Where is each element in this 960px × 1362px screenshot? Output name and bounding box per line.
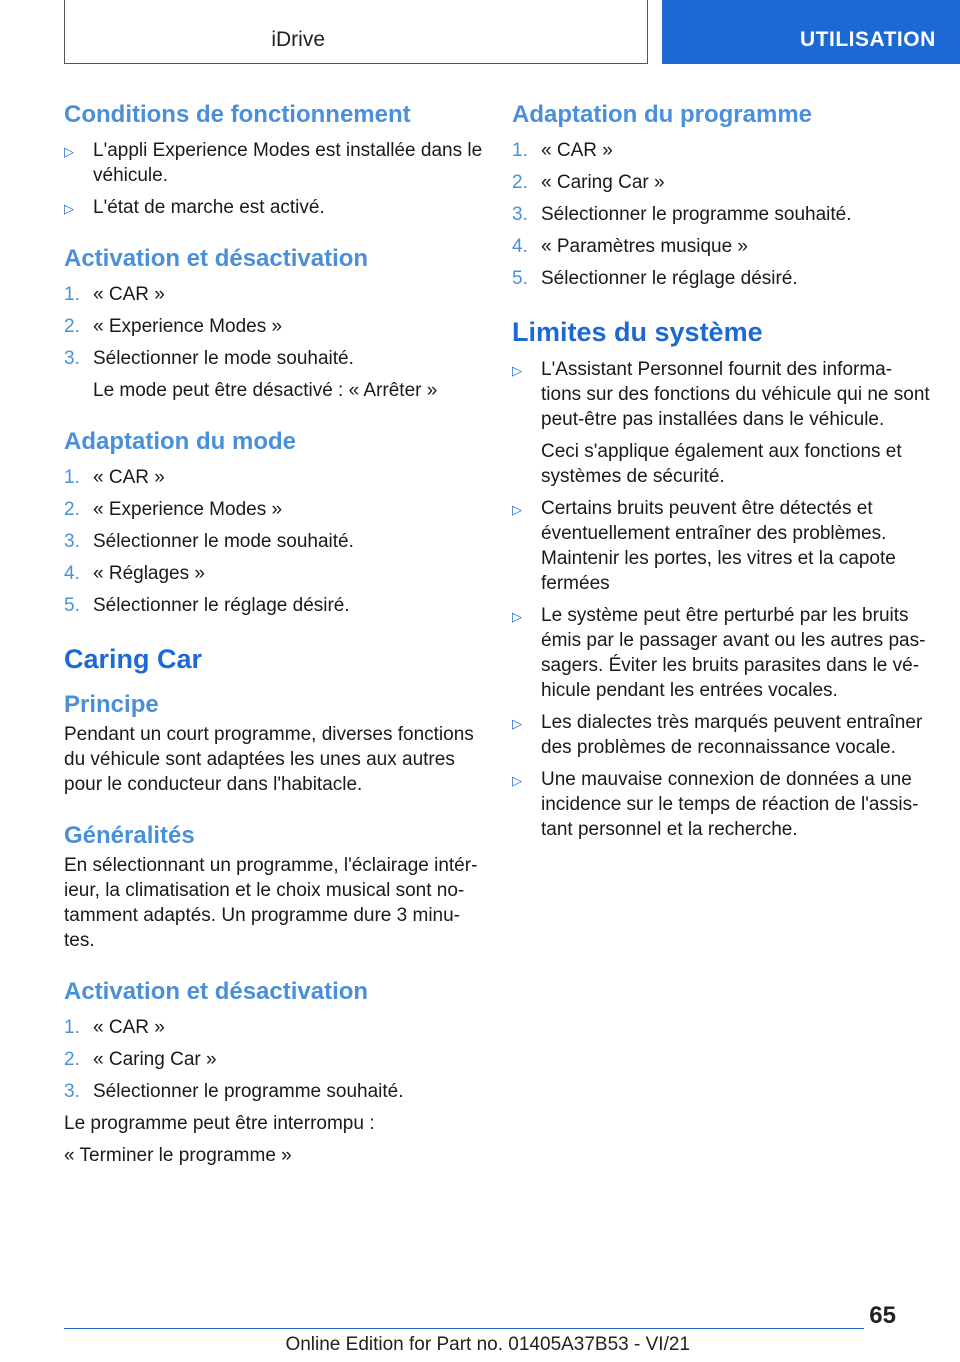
- step-note: Le mode peut être désactivé : « Arrêter »: [93, 380, 438, 401]
- page-number: 65: [869, 1302, 896, 1329]
- step-number: 2.: [512, 172, 528, 193]
- heading-conditions: Conditions de fonctionnement: [64, 101, 411, 128]
- step-number: 5.: [512, 268, 528, 289]
- section-principe: [64, 690, 484, 797]
- list-item: 3. Sélectionner le programme souhaité.: [512, 204, 852, 225]
- heading-principe: Principe: [64, 691, 159, 718]
- list-item: 3. Sélectionner le mode souhaité.: [64, 348, 354, 369]
- list-item: 5. Sélectionner le réglage désiré.: [512, 268, 798, 289]
- step-number: 1.: [64, 1017, 80, 1038]
- heading-activation: Activation et désactivation: [64, 245, 369, 272]
- header-section: iDrive: [271, 28, 325, 51]
- list-item: 5. Sélectionner le réglage désiré.: [64, 595, 350, 616]
- triangle-bullet-icon: ▷: [512, 773, 522, 788]
- list-item: 1. « CAR »: [512, 140, 613, 161]
- list-item: 1. « CAR »: [64, 284, 165, 305]
- list-item: ▷ Certains bruits peuvent être détectés et éventuellement entraîner des problèmes. Maintenir les portes, les vitres et la capote fermées: [512, 498, 896, 594]
- list-item: 3. Sélectionner le programme souhaité.: [64, 1081, 404, 1102]
- list-item: 2. « Caring Car »: [512, 172, 665, 193]
- section-limites: [512, 315, 932, 842]
- step-number: 1.: [512, 140, 528, 161]
- heading-limites: Limites du système: [512, 317, 763, 347]
- section-generalites: [64, 821, 484, 953]
- list-item: ▷ L'Assistant Personnel fournit des informa-tions sur des fonctions du véhicule qui ne sont peut-être pas installées dans le véhicule.: [512, 359, 930, 430]
- step-number: 2.: [64, 499, 80, 520]
- triangle-bullet-icon: ▷: [512, 502, 522, 517]
- triangle-bullet-icon: ▷: [512, 609, 522, 624]
- triangle-bullet-icon: ▷: [512, 716, 522, 731]
- section-activation: [64, 244, 484, 403]
- heading-caring-car: Caring Car: [64, 644, 203, 674]
- list-item: ▷ Le système peut être perturbé par les bruits émis par le passager avant ou les autres pas-sagers. Éviter les bruits parasites dans le vé-hicule pendant les entrées vocales.: [512, 605, 926, 701]
- list-item: ▷ Une mauvaise connexion de données a une incidence sur le temps de réaction de l'assis-tant personnel et la recherche.: [512, 769, 919, 840]
- list-item: 4. « Réglages »: [64, 563, 205, 584]
- step-number: 1.: [64, 467, 80, 488]
- triangle-bullet-icon: ▷: [64, 144, 74, 159]
- header-chapter: UTILISATION: [800, 28, 936, 51]
- list-item: 2. « Experience Modes »: [64, 316, 283, 337]
- section-activation-2: [64, 977, 484, 1168]
- list-item: 4. « Paramètres musique »: [512, 236, 748, 257]
- footer-divider: [64, 1328, 864, 1329]
- principe-text: Pendant un court programme, diverses fonctions du véhicule sont adaptées les unes aux autres pour le conducteur dans l'habitacle.: [64, 724, 474, 795]
- interrupt-text: Le programme peut être interrompu :: [64, 1113, 375, 1134]
- step-number: 4.: [64, 563, 80, 584]
- interrupt-command: « Terminer le programme »: [64, 1145, 292, 1166]
- left-column: [64, 100, 484, 1192]
- step-number: 3.: [512, 204, 528, 225]
- heading-generalites: Généralités: [64, 822, 195, 849]
- heading-activation-2: Activation et désactivation: [64, 978, 369, 1005]
- step-number: 4.: [512, 236, 528, 257]
- list-item-note: Ceci s'applique également aux fonctions et systèmes de sécurité.: [541, 441, 902, 487]
- step-number: 2.: [64, 1049, 80, 1070]
- generalites-text: En sélectionnant un programme, l'éclairage intér-ieur, la climatisation et le choix musical sont no-tamment adaptés. Un programme dure 3 minu-tes.: [64, 855, 478, 951]
- step-number: 3.: [64, 531, 80, 552]
- step-number: 3.: [64, 1081, 80, 1102]
- list-item: ▷ Les dialectes très marqués peuvent entraîner des problèmes de reconnaissance vocale.: [512, 712, 923, 758]
- header-chapter-tab: [662, 0, 960, 64]
- right-column: [512, 100, 932, 866]
- heading-mode: Adaptation du mode: [64, 428, 296, 455]
- step-number: 2.: [64, 316, 80, 337]
- step-number: 3.: [64, 348, 80, 369]
- section-mode: [64, 427, 484, 618]
- list-item: 1. « CAR »: [64, 1017, 165, 1038]
- list-item: ▷ L'état de marche est activé.: [64, 195, 484, 220]
- header-box: [64, 0, 648, 64]
- heading-programme: Adaptation du programme: [512, 101, 813, 128]
- triangle-bullet-icon: ▷: [64, 201, 74, 216]
- edition-text: Online Edition for Part no. 01405A37B53 - VI/21: [285, 1334, 690, 1355]
- triangle-bullet-icon: ▷: [512, 363, 522, 378]
- step-number: 5.: [64, 595, 80, 616]
- section-conditions: [64, 100, 484, 220]
- list-item: 2. « Caring Car »: [64, 1049, 217, 1070]
- step-number: 1.: [64, 284, 80, 305]
- list-item: 2. « Experience Modes »: [64, 499, 283, 520]
- list-item: 3. Sélectionner le mode souhaité.: [64, 531, 354, 552]
- list-item: 1. « CAR »: [64, 467, 165, 488]
- list-item: ▷ L'appli Experience Modes est installée dans le véhicule.: [64, 140, 483, 186]
- section-programme: [512, 100, 932, 291]
